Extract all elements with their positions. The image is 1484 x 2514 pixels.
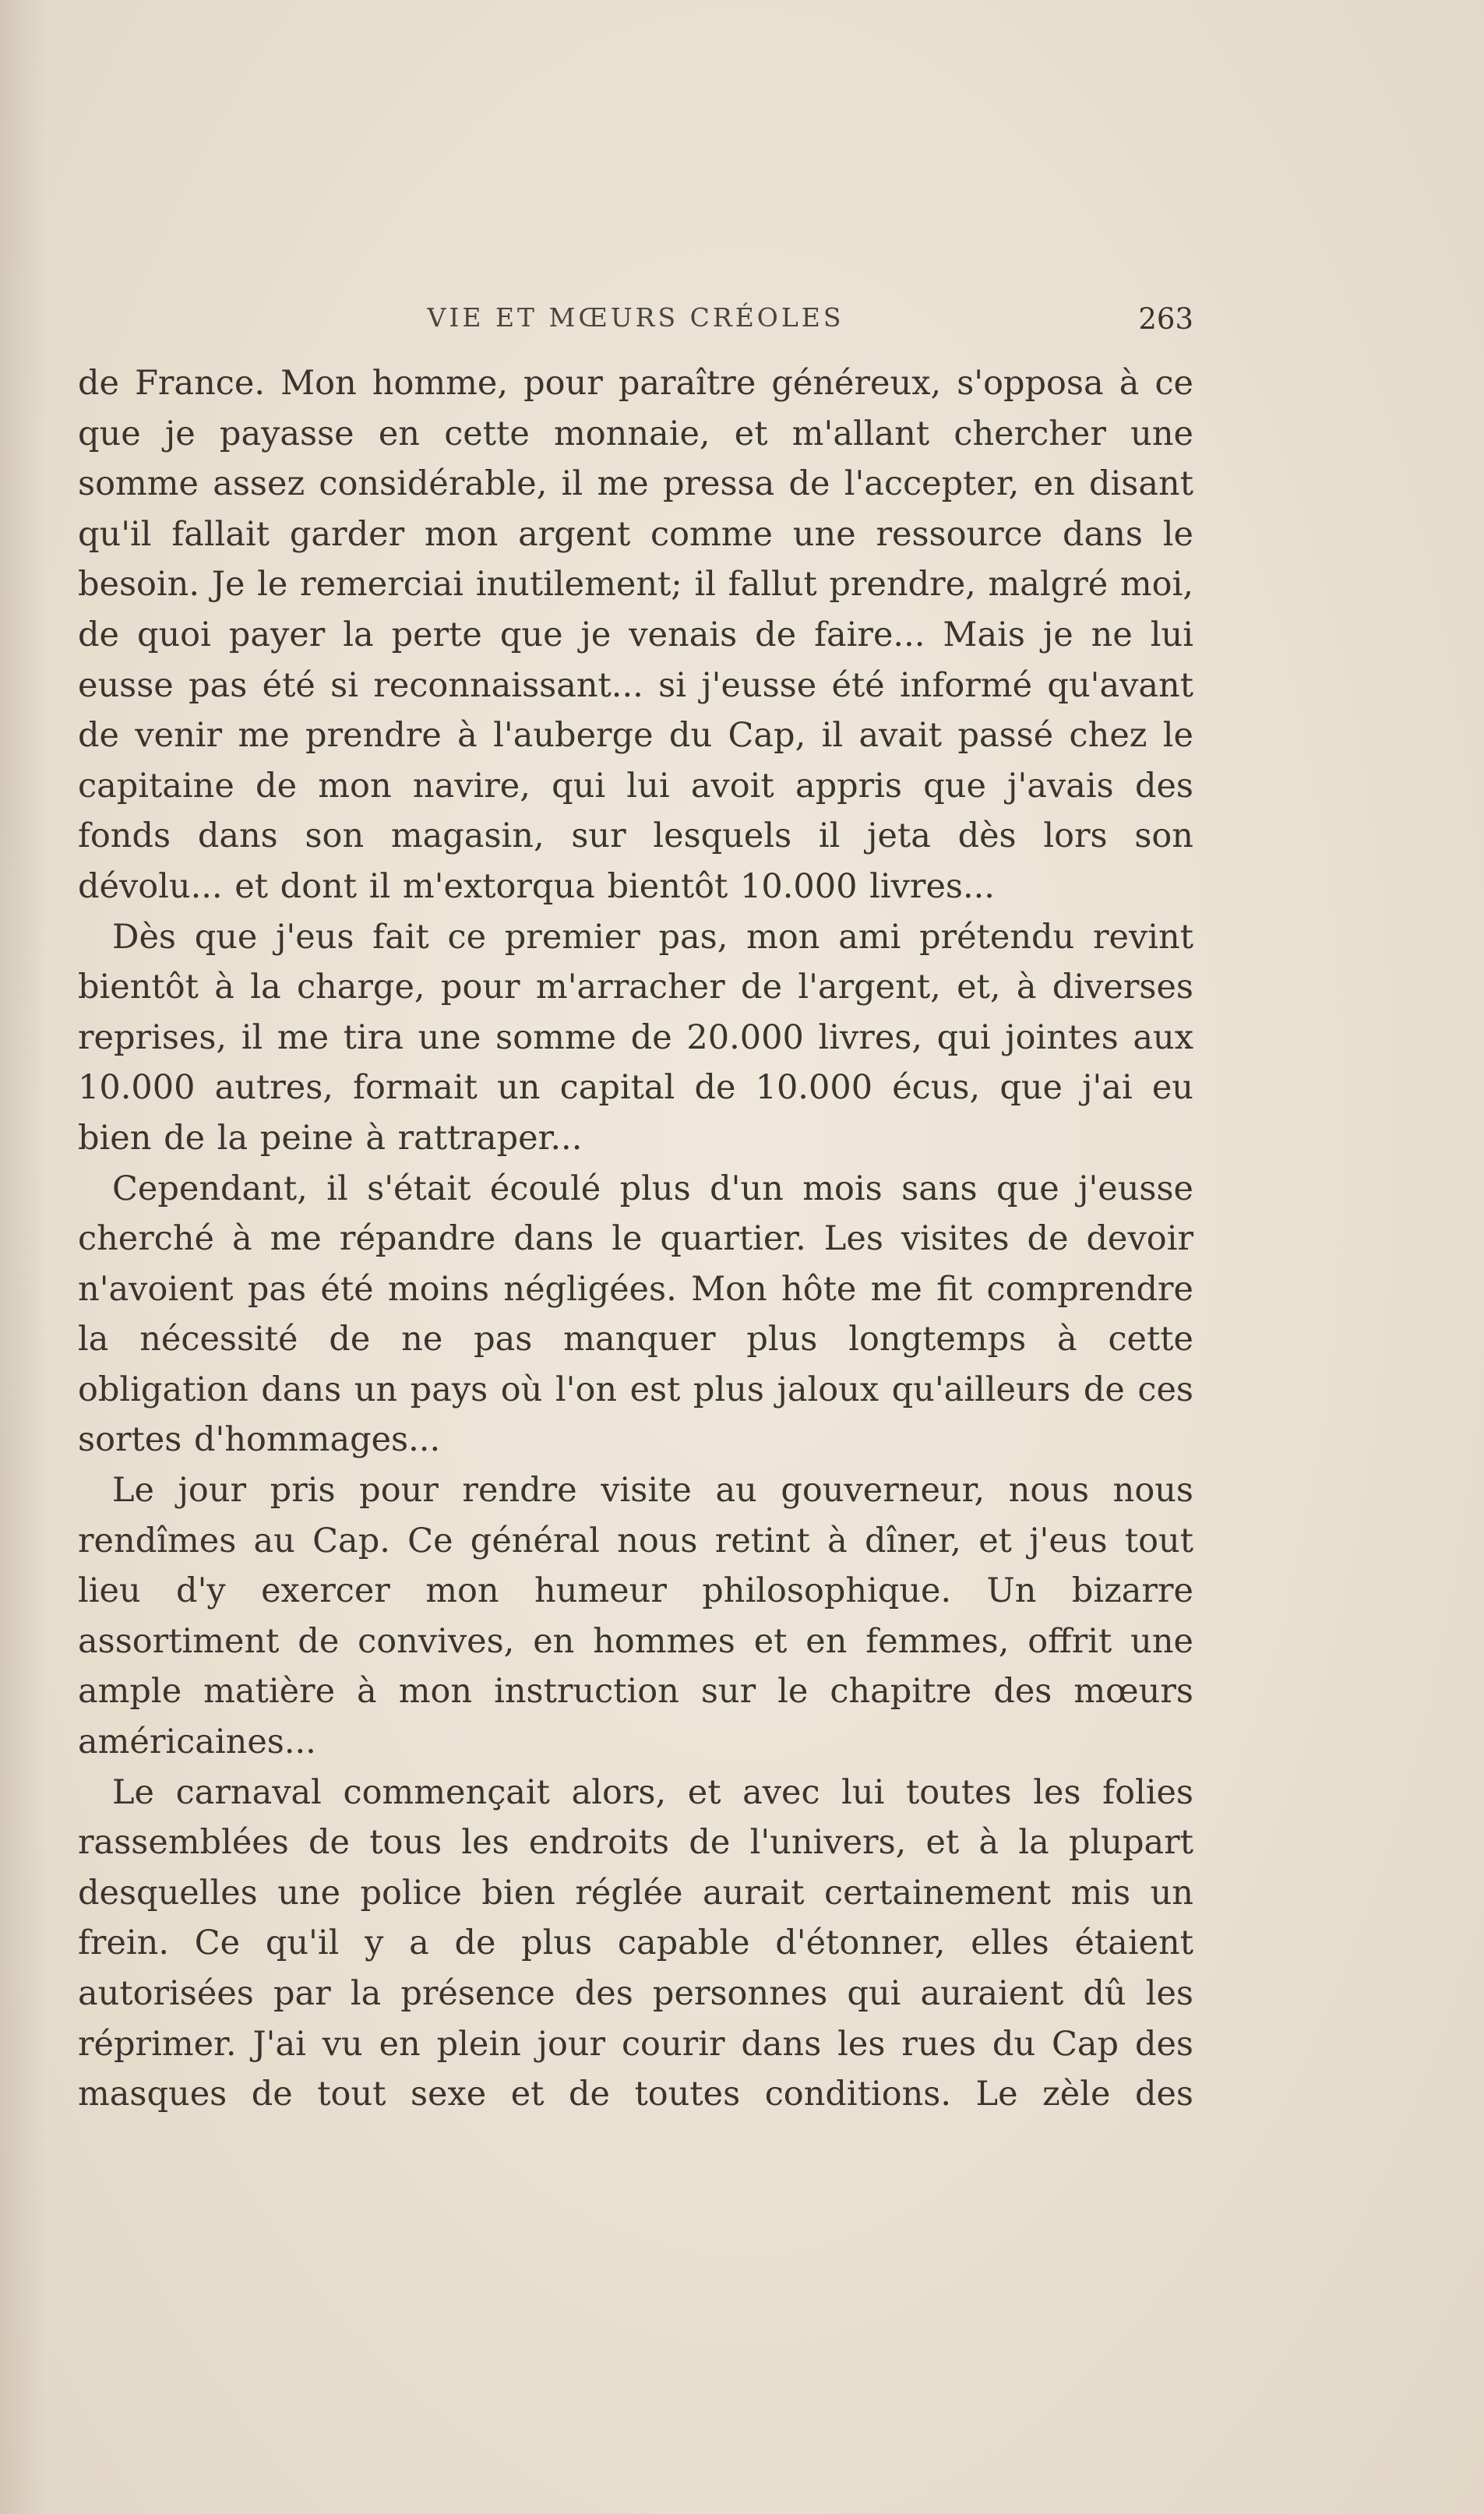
page-number: 263 (1138, 302, 1193, 336)
running-title: VIE ET MŒURS CRÉOLES (427, 302, 844, 333)
paragraph-1: de France. Mon homme, pour paraître généreux, s'opposa à ce que je payasse en cette monnaie, et m'allant chercher une somme assez considérable, il me pressa de l'accepter, en disant qu'il fallait garder mon argent comme une ressource dans le besoin. Je le remerciai inutilement; il fallut prendre, malgré moi, de quoi payer la perte que je venais de faire... Mais je ne lui eusse pas été si reconnaissant... si j'eusse été informé qu'avant de venir me prendre à l'auberge du Cap, il avait passé chez le capitaine de mon navire, qui lui avoit appris que j'avais des fonds dans son magasin, sur lesquels il jeta dès lors son dévolu... et dont il m'extorqua bientôt 10.000 livres... (78, 364, 1193, 906)
paragraph-5: Le carnaval commençait alors, et avec lui toutes les folies rassemblées de tous les endroits de l'univers, et à la plupart desquelles une police bien réglée aurait certainement mis un frein. Ce qu'il y a de plus capable d'étonner, elles étaient autorisées par la présence des personnes qui auraient dû les réprimer. J'ai vu en plein jour courir dans les rues du Cap des masques de tout sexe et de toutes conditions. Le zèle des (78, 1772, 1193, 2114)
paragraph-2: Dès que j'eus fait ce premier pas, mon ami prétendu revint bientôt à la charge, pour m'arracher de l'argent, et, à diverses reprises, il me tira une somme de 20.000 livres, qui jointes aux 10.000 autres, formait un capital de 10.000 écus, que j'ai eu bien de la peine à rattraper... (78, 917, 1193, 1158)
running-head (78, 302, 1193, 338)
text-block (78, 358, 1193, 2120)
paragraph-4: Le jour pris pour rendre visite au gouverneur, nous nous rendîmes au Cap. Ce général nous retint à dîner, et j'eus tout lieu d'y exercer mon humeur philosophique. Un bizarre assortiment de convives, en hommes et en femmes, offrit une ample matière à mon instruction sur le chapitre des mœurs américaines... (78, 1471, 1193, 1762)
paragraph-3: Cependant, il s'était écoulé plus d'un mois sans que j'eusse cherché à me répandre dans le quartier. Les visites de devoir n'avoient pas été moins négligées. Mon hôte me fit comprendre la nécessité de ne pas manquer plus longtemps à cette obligation dans un pays où l'on est plus jaloux qu'ailleurs de ces sortes d'hommages... (78, 1169, 1193, 1460)
